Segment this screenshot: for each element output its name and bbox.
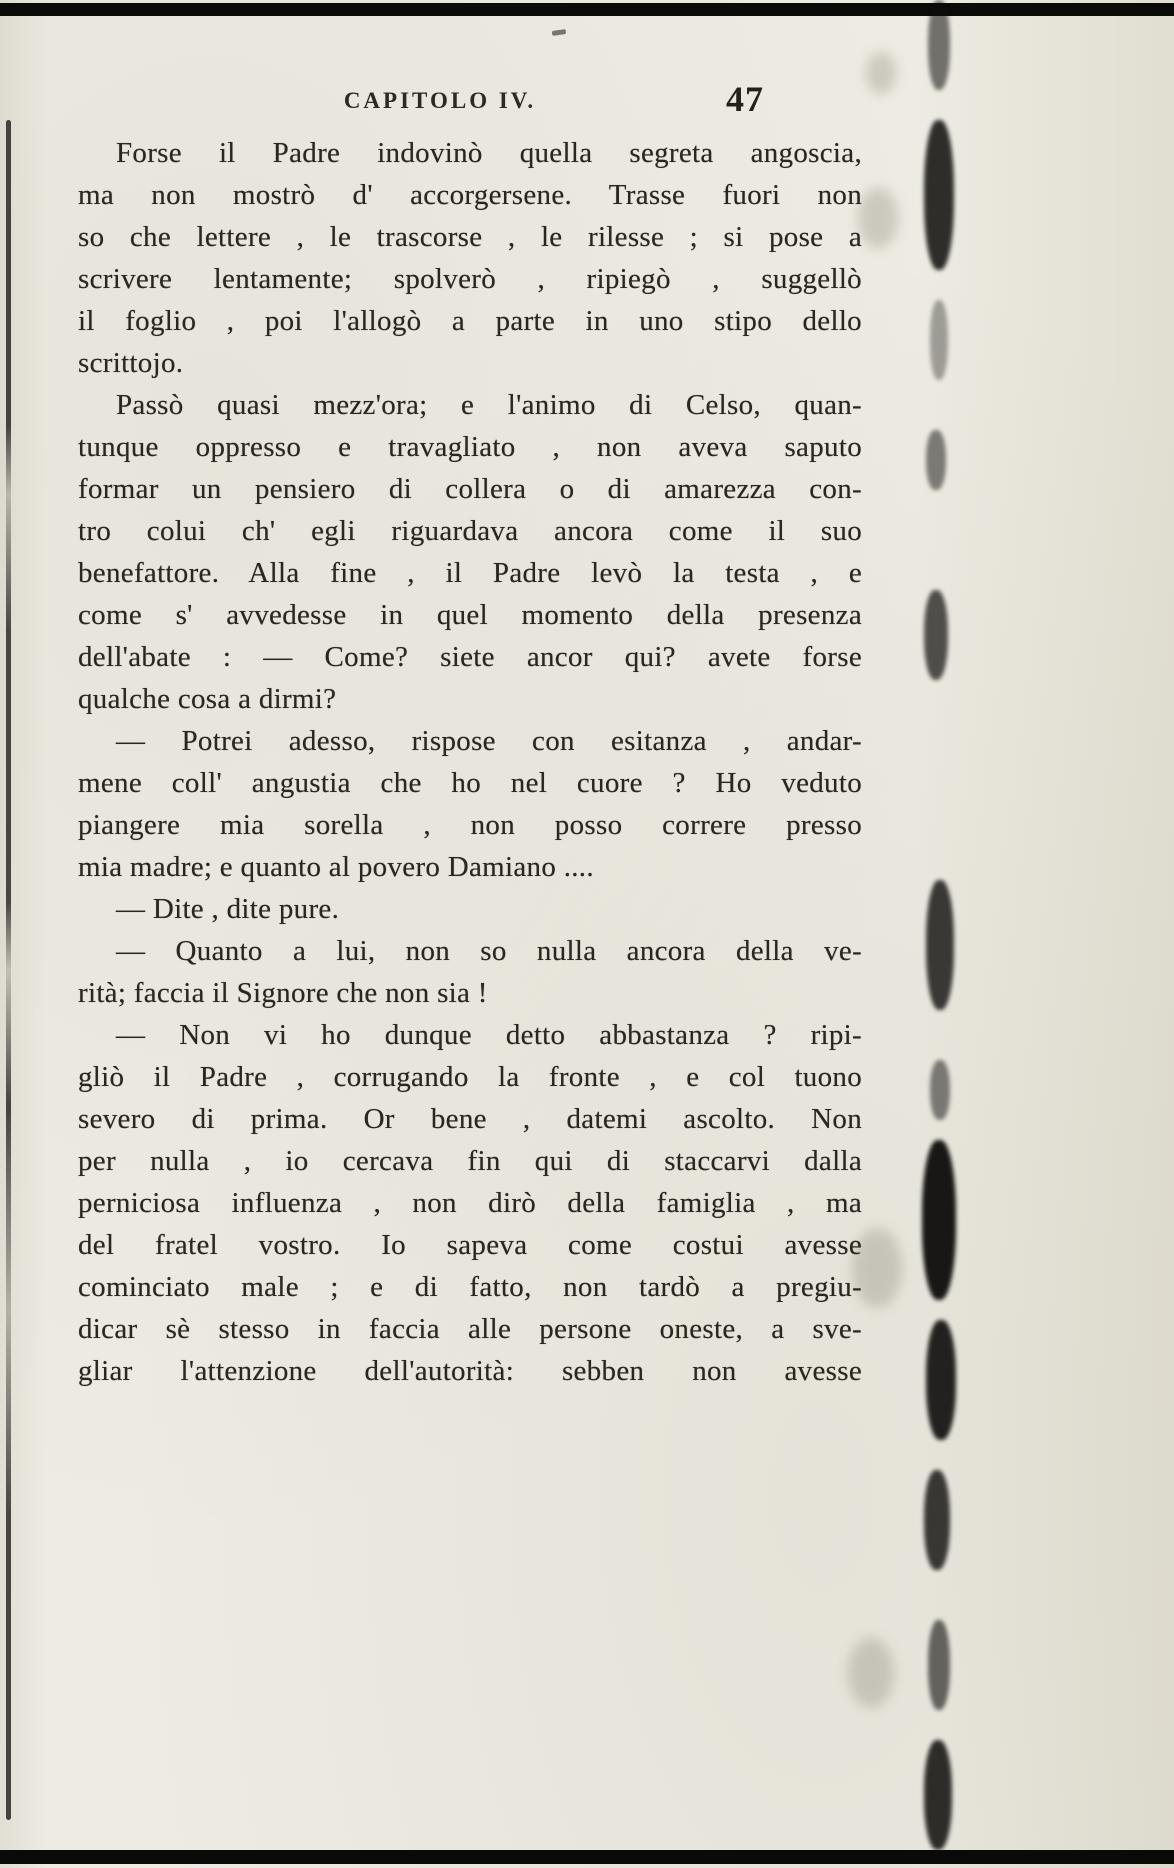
scan-blotch bbox=[924, 590, 948, 680]
text-line: rità; faccia il Signore che non sia ! bbox=[78, 977, 488, 1009]
text-line: Forse il Padre indovinò quella segreta angoscia, bbox=[116, 137, 862, 169]
text-line: gliar l'attenzione dell'autorità: sebben non avesse bbox=[78, 1355, 862, 1387]
scan-bottom-bar bbox=[0, 1850, 1174, 1864]
paragraph bbox=[78, 720, 862, 888]
scan-right-edge-artifacts bbox=[918, 0, 964, 1868]
paragraph bbox=[78, 888, 862, 930]
paragraph bbox=[78, 1014, 862, 1392]
text-line: per nulla , io cercava fin qui di staccarvi dalla bbox=[78, 1145, 862, 1177]
text-line: severo di prima. Or bene , datemi ascolto. Non bbox=[78, 1103, 862, 1135]
text-line: perniciosa influenza , non dirò della famiglia , ma bbox=[78, 1187, 862, 1219]
text-line: come s' avvedesse in quel momento della presenza bbox=[78, 599, 862, 631]
text-line: — Quanto a lui, non so nulla ancora della ve- bbox=[116, 935, 862, 967]
scan-blotch bbox=[930, 300, 948, 380]
text-line: tro colui ch' egli riguardava ancora come il suo bbox=[78, 515, 862, 547]
text-line: ma non mostrò d' accorgersene. Trasse fuori non bbox=[78, 179, 862, 211]
scan-top-bar bbox=[0, 3, 1174, 16]
paragraph bbox=[78, 930, 862, 1014]
text-line: il foglio , poi l'allogò a parte in uno stipo dello bbox=[78, 305, 862, 337]
text-line: gliò il Padre , corrugando la fronte , e col tuono bbox=[78, 1061, 862, 1093]
text-line: del fratel vostro. Io sapeva come costui avesse bbox=[78, 1229, 862, 1261]
scan-blotch bbox=[924, 1470, 950, 1570]
page-number: 47 bbox=[726, 79, 764, 119]
text-line: dell'abate : — Come? siete ancor qui? avete forse bbox=[78, 641, 862, 673]
scan-blotch bbox=[924, 1740, 952, 1850]
paragraph bbox=[78, 384, 862, 720]
text-line: — Dite , dite pure. bbox=[116, 893, 340, 925]
text-line: scrittojo. bbox=[78, 347, 184, 379]
paragraph bbox=[78, 132, 862, 384]
text-line: tunque oppresso e travagliato , non aveva saputo bbox=[78, 431, 862, 463]
text-block bbox=[78, 79, 862, 1392]
scan-blotch bbox=[928, 1620, 950, 1710]
scan-blotch bbox=[926, 1320, 956, 1440]
text-line: mene coll' angustia che ho nel cuore ? Ho veduto bbox=[78, 767, 862, 799]
text-line: mia madre; e quanto al povero Damiano .... bbox=[78, 851, 594, 883]
scan-smudge bbox=[858, 188, 898, 248]
scan-smudge bbox=[848, 1638, 894, 1708]
scan-blotch bbox=[930, 1060, 950, 1120]
scan-left-edge-line bbox=[6, 120, 11, 1820]
scan-speck bbox=[552, 29, 567, 36]
text-line: scrivere lentamente; spolverò , ripiegò , suggellò bbox=[78, 263, 862, 295]
scan-blotch bbox=[924, 120, 954, 270]
text-line: formar un pensiero di collera o di amarezza con- bbox=[78, 473, 862, 505]
text-line: dicar sè stesso in faccia alle persone oneste, a sve- bbox=[78, 1313, 862, 1345]
text-line: so che lettere , le trascorse , le rilesse ; si pose a bbox=[78, 221, 862, 253]
text-line: cominciato male ; e di fatto, non tardò a pregiu- bbox=[78, 1271, 862, 1303]
chapter-title: CAPITOLO IV. bbox=[343, 88, 537, 113]
text-line: — Potrei adesso, rispose con esitanza , andar- bbox=[116, 725, 862, 757]
text-line: qualche cosa a dirmi? bbox=[78, 683, 337, 715]
scan-blotch bbox=[922, 1140, 956, 1300]
scan-smudge bbox=[866, 52, 896, 94]
text-line: Passò quasi mezz'ora; e l'animo di Celso, quan- bbox=[116, 389, 862, 421]
page-header bbox=[78, 79, 862, 132]
text-line: — Non vi ho dunque detto abbastanza ? ripi- bbox=[116, 1019, 862, 1051]
scan-blotch bbox=[928, 0, 950, 90]
text-line: benefattore. Alla fine , il Padre levò la testa , e bbox=[78, 557, 862, 589]
text-line: piangere mia sorella , non posso correre presso bbox=[78, 809, 862, 841]
scan-blotch bbox=[926, 430, 946, 490]
scan-blotch bbox=[926, 880, 954, 1010]
